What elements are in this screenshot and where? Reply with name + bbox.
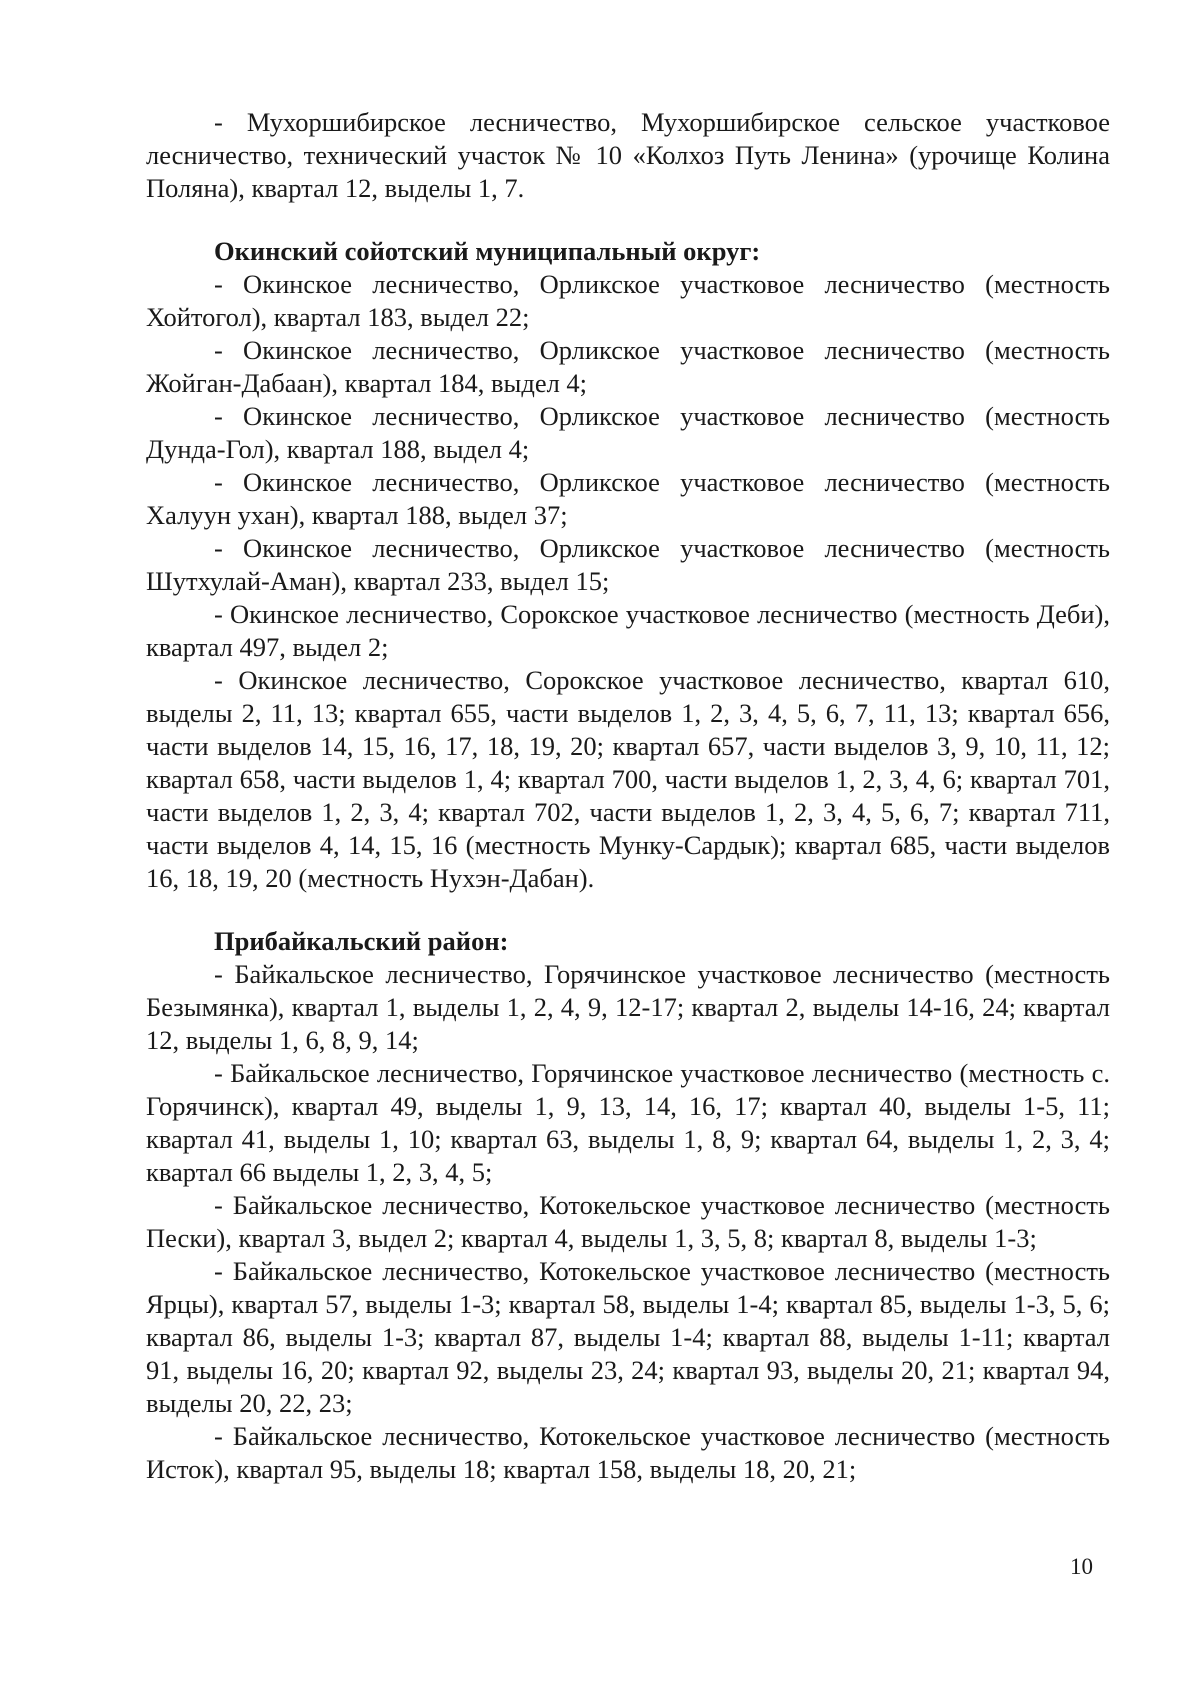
pribaikal-item: - Байкальское лесничество, Котокельское участковое лесничество (местность Пески), квартал 3, выдел 2; квартал 4, выделы 1, 3, 5, 8; квартал 8, выделы 1-3; xyxy=(146,1190,1110,1253)
spacer xyxy=(146,895,1110,925)
oka-item: - Окинское лесничество, Орликское участковое лесничество (местность Шутхулай-Аман), квартал 233, выдел 15; xyxy=(146,533,1110,596)
pribaikal-item: - Байкальское лесничество, Горячинское участковое лесничество (местность Безымянка), квартал 1, выделы 1, 2, 4, 9, 12-17; квартал 2, выделы 14-16, 24; квартал 12, выделы 1, 6, 8, 9, 14; xyxy=(146,959,1110,1055)
oka-item: - Окинское лесничество, Сорокское участковое лесничество (местность Деби), квартал 497, выдел 2; xyxy=(146,599,1110,662)
pribaikal-item: - Байкальское лесничество, Котокельское участковое лесничество (местность Исток), квартал 95, выделы 18; квартал 158, выделы 18, 20, 21; xyxy=(146,1421,1110,1484)
oka-item: - Окинское лесничество, Орликское участковое лесничество (местность Дунда-Гол), квартал 188, выдел 4; xyxy=(146,401,1110,464)
spacer xyxy=(146,205,1110,235)
oka-item: - Окинское лесничество, Орликское участковое лесничество (местность Хойтогол), квартал 183, выдел 22; xyxy=(146,269,1110,332)
oka-item: - Окинское лесничество, Орликское участковое лесничество (местность Жойган-Дабаан), квартал 184, выдел 4; xyxy=(146,335,1110,398)
pribaikal-item: - Байкальское лесничество, Котокельское участковое лесничество (местность Ярцы), квартал 57, выделы 1-3; квартал 58, выделы 1-4; квартал 85, выделы 1-3, 5, 6; квартал 86, выделы 1-3; квартал 87, выделы 1-4; квартал 88, выделы 1-11; квартал 91, выделы 16, 20; квартал 92, выделы 23, 24; квартал 93, выделы 20, 21; квартал 94, выделы 20, 22, 23; xyxy=(146,1256,1110,1418)
document-page xyxy=(146,106,1110,1486)
section-heading-pribaikal: Прибайкальский район: xyxy=(214,926,509,956)
intro-paragraph: - Мухоршибирское лесничество, Мухоршибирское сельское участковое лесничество, технический участок № 10 «Колхоз Путь Ленина» (урочище Колина Поляна), квартал 12, выделы 1, 7. xyxy=(146,107,1110,203)
oka-item: - Окинское лесничество, Сорокское участковое лесничество, квартал 610, выделы 2, 11, 13; квартал 655, части выделов 1, 2, 3, 4, 5, 6, 7, 11, 13; квартал 656, части выделов 14, 15, 16, 17, 18, 19, 20; квартал 657, части выделов 3, 9, 10, 11, 12; квартал 658, части выделов 1, 4; квартал 700, части выделов 1, 2, 3, 4, 6; квартал 701, части выделов 1, 2, 3, 4; квартал 702, части выделов 1, 2, 3, 4, 5, 6, 7; квартал 711, части выделов 4, 14, 15, 16 (местность Мунку-Сардык); квартал 685, части выделов 16, 18, 19, 20 (местность Нухэн-Дабан). xyxy=(146,665,1110,893)
pribaikal-item: - Байкальское лесничество, Горячинское участковое лесничество (местность с. Горячинск), квартал 49, выделы 1, 9, 13, 14, 16, 17; квартал 40, выделы 1-5, 11; квартал 41, выделы 1, 10; квартал 63, выделы 1, 8, 9; квартал 64, выделы 1, 2, 3, 4; квартал 66 выделы 1, 2, 3, 4, 5; xyxy=(146,1058,1110,1187)
page-number: 10 xyxy=(1070,1554,1093,1579)
section-heading-oka: Окинский сойотский муниципальный округ: xyxy=(214,236,761,266)
oka-item: - Окинское лесничество, Орликское участковое лесничество (местность Халуун ухан), квартал 188, выдел 37; xyxy=(146,467,1110,530)
